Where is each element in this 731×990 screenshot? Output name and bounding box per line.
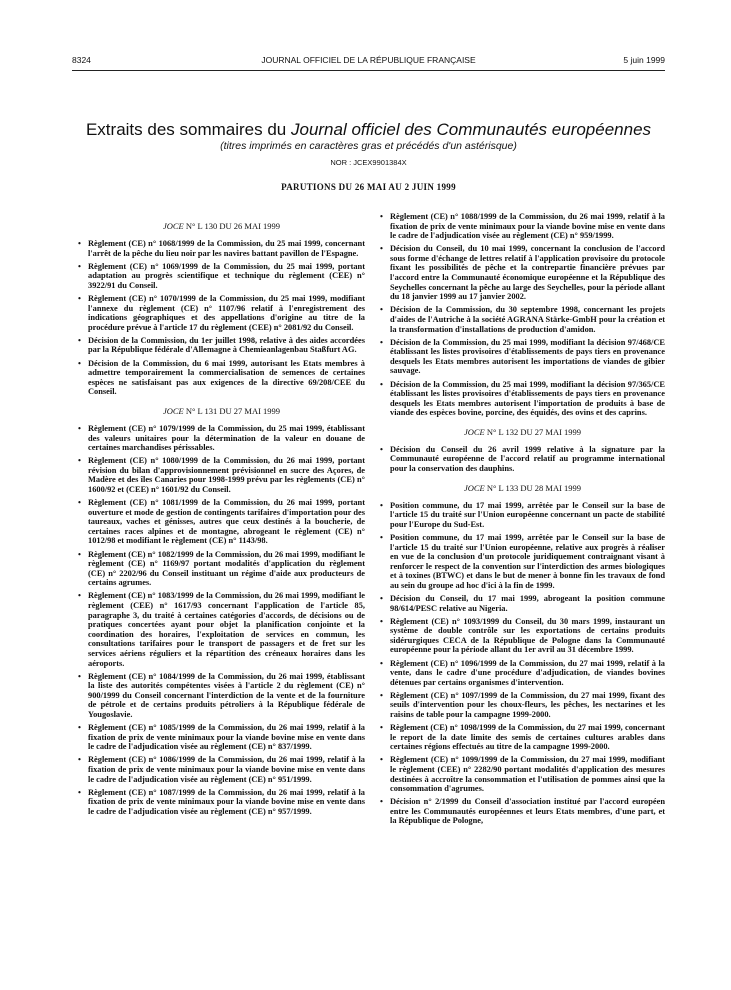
bullet-icon: •: [78, 549, 81, 559]
page-subtitle: (titres imprimés en caractères gras et précédés d'un astérisque): [220, 140, 517, 152]
summary-item: [380, 797, 665, 826]
section-ref: N° L 130 DU 26 MAI 1999: [183, 221, 281, 231]
summary-item: [380, 723, 665, 752]
item-text: Règlement (CE) n° 1079/1999 de la Commission, du 25 mai 1999, établissant des valeurs unitaires pour la détermination de la valeur en douane de certaines marchandises périssables.: [88, 423, 365, 453]
right-column: [380, 212, 665, 830]
item-text: Règlement (CE) n° 1096/1999 de la Commission, du 27 mai 1999, relatif à la vente, dans le cadre d'une procédure d'adjudication, de viandes bovines détenues par certains organismes d'intervention.: [390, 658, 665, 687]
summary-item: [380, 445, 665, 474]
bullet-icon: •: [380, 532, 383, 542]
summary-item: [380, 338, 665, 376]
item-text: Règlement (CE) n° 1093/1999 du Conseil, du 30 mars 1999, instaurant un système de double contrôle sur les exportations de certains produits sidérurgiques CECA de la République de Pologne dans la Communauté européenne pour la période allant du 1er avril au 31 décembre 1999.: [390, 616, 665, 655]
nor-reference: NOR : JCEX9901384X: [330, 158, 407, 167]
journal-name: JOURNAL OFFICIEL DE LA RÉPUBLIQUE FRANÇAISE: [261, 55, 476, 65]
summary-item: [78, 723, 365, 752]
summary-item: [78, 788, 365, 817]
bullet-icon: •: [380, 658, 383, 668]
bullet-icon: •: [380, 337, 383, 347]
bullet-icon: •: [78, 239, 81, 248]
item-text: Règlement (CE) n° 1084/1999 de la Commission, du 26 mai 1999, établissant la liste des autorités compétentes visées à l'article 2 du règlement (CE) n° 900/1999 du Conseil concernant l'interdiction de la vente et de la fourniture de pétrole et de certains produits pétroliers à la République fédérale de Yougoslavie.: [88, 671, 365, 720]
item-text: Décision n° 2/1999 du Conseil d'association institué par l'accord européen entre les Communautés européennes et leurs Etats membres, d'une part, et la République de Pologne,: [390, 797, 665, 826]
summary-item: [380, 244, 665, 302]
parutions-heading: PARUTIONS DU 26 MAI AU 2 JUIN 1999: [281, 182, 456, 192]
section-heading: [380, 483, 665, 493]
joce-label: JOCE: [463, 426, 485, 437]
summary-item: [380, 501, 665, 530]
bullet-icon: •: [78, 755, 81, 765]
summary-item: [78, 456, 365, 494]
item-text: Règlement (CE) n° 1087/1999 de la Commission, du 26 mai 1999, relatif à la fixation de prix de vente minimaux pour la viande bovine mise en vente dans le cadre de l'adjudication visée au règlement (CE) n° 957/1999.: [88, 787, 365, 816]
bullet-icon: •: [380, 594, 383, 603]
section-heading: [78, 406, 365, 416]
bullet-icon: •: [78, 293, 81, 303]
bullet-icon: •: [78, 671, 81, 681]
summary-item: [380, 617, 665, 655]
summary-item: [78, 262, 365, 291]
item-text: Règlement (CE) n° 1086/1999 de la Commission, du 26 mai 1999, relatif à la fixation de prix de vente minimaux pour la viande bovine mise en vente dans le cadre de l'adjudication visée au règlement (CE) n° 951/1999.: [88, 755, 365, 784]
summary-item: [78, 550, 365, 588]
bullet-icon: •: [78, 498, 81, 508]
item-text: Position commune, du 17 mai 1999, arrêtée par le Conseil sur la base de l'article 15 du traité sur l'Union européenne, relative aux progrès à réaliser en vue de la conclusion d'un protocole juridiquement contraignant visant à renforcer le respect de la convention sur l'interdiction des armes biologiques et à toxines (BTWC) et dans le but de mener à bonne fin les travaux de fond au sein du groupe ad hoc d'ici à la fin de 1999.: [390, 532, 665, 590]
bullet-icon: •: [78, 261, 81, 271]
joce-label: JOCE: [162, 405, 184, 416]
left-column: [78, 212, 365, 820]
item-text: Décision du Conseil, du 17 mai 1999, abrogeant la position commune 98/614/PESC relative au Nigeria.: [390, 594, 665, 613]
section-heading: [78, 221, 365, 231]
bullet-icon: •: [380, 616, 383, 626]
summary-item: [78, 424, 365, 453]
bullet-icon: •: [78, 358, 81, 368]
item-text: Décision de la Commission, du 25 mai 1999, modifiant la décision 97/468/CE établissant les listes provisoires d'établissements de pays tiers en provenance desquels les Etats membres autorisent les importations de viandes de gibier sauvage.: [390, 337, 665, 376]
item-text: Règlement (CE) n° 1082/1999 de la Commission, du 26 mai 1999, modifiant le règlement (CE) n° 1169/97 portant modalités d'application du règlement (CE) n° 2202/96 du Conseil instituant un régime d'aide aux producteurs de certains agrumes.: [88, 549, 365, 588]
bullet-icon: •: [380, 212, 383, 221]
page-title: [72, 120, 665, 140]
item-text: Règlement (CE) n° 1099/1999 de la Commission, du 27 mai 1999, modifiant le règlement (CEE) n° 2282/90 portant modalités d'application des mesures destinées à accroître la consommation et l'utilisation de pommes ainsi que la consommation d'agrumes.: [390, 755, 665, 794]
bullet-icon: •: [380, 755, 383, 765]
bullet-icon: •: [78, 335, 81, 345]
summary-item: [380, 691, 665, 720]
item-text: Position commune, du 17 mai 1999, arrêtée par le Conseil sur la base de l'article 15 du traité sur l'Union européenne concernant un pacte de stabilité pour l'Europe du Sud-Est.: [390, 500, 665, 529]
summary-item: [380, 755, 665, 793]
bullet-icon: •: [380, 797, 383, 807]
item-text: Règlement (CE) n° 1088/1999 de la Commission, du 26 mai 1999, relatif à la fixation de prix de vente minimaux pour la viande bovine mise en vente dans le cadre de l'adjudication visée au règlement (CE) n° 959/1999.: [390, 212, 665, 241]
item-text: Décision de la Commission, du 25 mai 1999, modifiant la décision 97/365/CE établissant les listes provisoires d'établissements de pays tiers en provenance desquels les Etats membres autorisent l'importation de produits à base de viande des espèces bovine, porcine, des équidés, des ovins et des caprins.: [390, 379, 665, 418]
summary-item: [78, 294, 365, 332]
bullet-icon: •: [380, 305, 383, 315]
bullet-icon: •: [78, 723, 81, 733]
summary-item: [380, 659, 665, 688]
summary-item: [78, 359, 365, 397]
item-text: Règlement (CE) n° 1098/1999 de la Commission, du 27 mai 1999, concernant le report de la date limite des semis de certaines cultures arables dans certaines régions effectués au titre de la campagne 1999-2000.: [390, 723, 665, 752]
summary-item: [380, 305, 665, 334]
item-text: Décision de la Commission, du 6 mai 1999, autorisant les Etats membres à admettre temporairement la commercialisation de semences de certaines espèces ne satisfaisant pas aux exigences de la directive 69/208/CEE du Conseil.: [88, 358, 365, 397]
item-text: Règlement (CE) n° 1081/1999 de la Commission, du 26 mai 1999, portant ouverture et mode de gestion de contingents tarifaires d'importation pour des taureaux, vaches et génisses, autres que ceux destinés à la boucherie, de certaines races alpines et de montagne, abrogeant le règlement (CE) n° 1012/98 et modifiant le règlement (CE) n° 1143/98.: [88, 498, 365, 546]
summary-item: [380, 533, 665, 591]
bullet-icon: •: [380, 244, 383, 254]
bullet-icon: •: [78, 456, 81, 466]
summary-item: [78, 498, 365, 546]
header-rule: [72, 70, 665, 71]
section-ref: N° L 132 DU 27 MAI 1999: [484, 426, 582, 437]
summary-item: [78, 755, 365, 784]
summary-item: [380, 212, 665, 241]
bullet-icon: •: [78, 423, 81, 433]
bullet-icon: •: [78, 591, 81, 601]
bullet-icon: •: [78, 787, 81, 797]
title-journal: Journal officiel des Communautés européennes: [290, 120, 652, 139]
bullet-icon: •: [380, 690, 383, 700]
section-ref: N° L 133 DU 28 MAI 1999: [484, 482, 582, 493]
item-text: Règlement (CE) n° 1068/1999 de la Commission, du 25 mai 1999, concernant l'arrêt de la pêche du lieu noir par les navires battant pavillon de l'Espagne.: [88, 239, 365, 258]
item-text: Décision de la Commission, du 30 septembre 1998, concernant les projets d'aides de l'Autriche à la société AGRANA Stärke-GmbH pour la création et la transformation d'installations de production d'amidon.: [390, 305, 665, 334]
item-text: Règlement (CE) n° 1097/1999 de la Commission, du 27 mai 1999, fixant des seuils d'intervention pour les choux-fleurs, les pêches, les nectarines et les raisins de table pour la campagne 1999-2000.: [390, 690, 665, 720]
item-text: Décision du Conseil, du 10 mai 1999, concernant la conclusion de l'accord sous forme d'échange de lettres relatif à l'application provisoire du protocole fixant les possibilités de pêche et la contrepartie financière prévues par l'accord entre la Communauté économique européenne et la République des Seychelles concernant la pêche au large des Seychelles, pour la période allant du 18 janvier 1999 au 17 janvier 2002.: [390, 244, 665, 302]
summary-item: [78, 336, 365, 355]
joce-label: JOCE: [463, 482, 485, 493]
summary-item: [78, 239, 365, 258]
item-text: Règlement (CE) n° 1083/1999 de la Commission, du 26 mai 1999, modifiant le règlement (CEE) n° 1617/93 concernant l'application de l'article 85, paragraphe 3, du traité à certaines catégories d'accords, de décisions ou de pratiques concertées ayant pour objet la planification conjointe et la coordination des horaires, l'exploitation de services en commun, les consultations tarifaires pour le transport de passagers et de fret sur les services aériens réguliers et la répartition des créneaux horaires dans les aéroports.: [88, 591, 365, 668]
summary-item: [78, 672, 365, 720]
summary-item: [380, 594, 665, 613]
title-prefix: Extraits des sommaires du: [85, 120, 291, 139]
item-text: Règlement (CE) n° 1080/1999 de la Commission, du 26 mai 1999, portant révision du bilan d'approvisionnement prévisionnel en sucre des Açores, de Madère et des îles Canaries pour 1998-1999 prévu par les règlements (CE) n° 1600/92 et (CEE) n° 1601/92 du Conseil.: [88, 456, 365, 494]
item-text: Règlement (CE) n° 1070/1999 de la Commission, du 25 mai 1999, modifiant l'annexe du règlement (CE) n° 1107/96 relatif à l'enregistrement des indications géographiques et des appellations d'origine au titre de la procédure prévue à l'article 17 du règlement (CEE) n° 2081/92 du Conseil.: [88, 293, 365, 332]
bullet-icon: •: [380, 500, 383, 510]
bullet-icon: •: [380, 444, 383, 454]
bullet-icon: •: [380, 723, 383, 733]
item-text: Décision de la Commission, du 1er juillet 1998, relative à des aides accordées par la République fédérale d'Allemagne à Chemieanlagenbau Staßfurt AG.: [88, 335, 365, 355]
item-text: Règlement (CE) n° 1085/1999 de la Commission, du 26 mai 1999, relatif à la fixation de prix de vente minimaux pour la viande bovine mise en vente dans le cadre de l'adjudication visée au règlement (CE) n° 837/1999.: [88, 723, 365, 752]
item-text: Décision du Conseil du 26 avril 1999 relative à la signature par la Communauté européenne de l'accord relatif au programme international pour la conservation des dauphins.: [390, 444, 665, 474]
item-text: Règlement (CE) n° 1069/1999 de la Commission, du 25 mai 1999, portant adaptation au progrès scientifique et technique du règlement (CEE) n° 3922/91 du Conseil.: [88, 261, 365, 290]
section-ref: N° L 131 DU 27 MAI 1999: [183, 405, 281, 416]
summary-item: [78, 591, 365, 668]
summary-item: [380, 380, 665, 418]
section-heading: [380, 427, 665, 437]
issue-date: 5 juin 1999: [623, 55, 665, 65]
joce-label: JOCE: [162, 221, 184, 231]
page-number: 8324: [72, 55, 91, 65]
bullet-icon: •: [380, 379, 383, 389]
